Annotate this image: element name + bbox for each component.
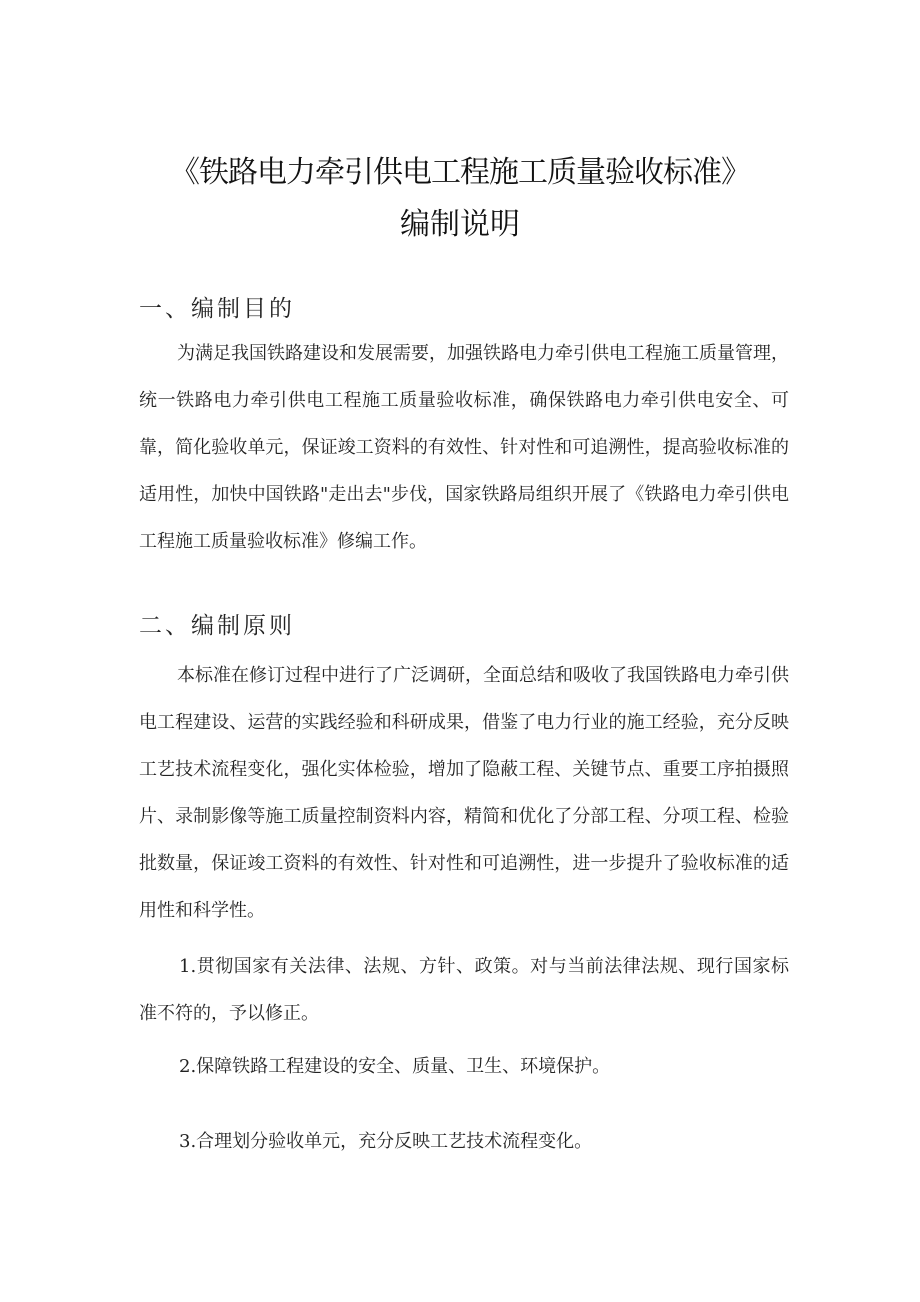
- section-paragraph-principles: 本标准在修订过程中进行了广泛调研，全面总结和吸收了我国铁路电力牵引供电工程建设、运营的实践经验和科研成果，借鉴了电力行业的施工经验，充分反映工艺技术流程变化，强化实体检验，增加了隐蔽工程、关键节点、重要工序拍摄照片、录制影像等施工质量控制资料内容，精简和优化了分部工程、分项工程、检验批数量，保证竣工资料的有效性、针对性和可追溯性，进一步提升了验收标准的适用性和科学性。: [139, 665, 789, 921]
- principle-item-3: 3.合理划分验收单元，充分反映工艺技术流程变化。: [179, 1131, 593, 1152]
- document-subtitle: 编制说明: [400, 207, 520, 242]
- principle-item-1: 1.贯彻国家有关法律、法规、方针、政策。对与当前法律法规、现行国家标准不符的，予以修正。: [139, 956, 789, 1024]
- principle-item-2: 2.保障铁路工程建设的安全、质量、卫生、环境保护。: [179, 1056, 611, 1077]
- section-paragraph-purpose: 为满足我国铁路建设和发展需要，加强铁路电力牵引供电工程施工质量管理，统一铁路电力牵引供电工程施工质量验收标准，确保铁路电力牵引供电安全、可靠，简化验收单元，保证竣工资料的有效性、针对性和可追溯性，提高验收标准的适用性，加快中国铁路"走出去"步伐，国家铁路局组织开展了《铁路电力牵引供电工程施工质量验收标准》修编工作。: [139, 343, 789, 552]
- section-heading-purpose: 一、编制目的: [139, 296, 295, 322]
- document-title: 《铁路电力牵引供电工程施工质量验收标准》: [170, 155, 750, 190]
- section-heading-principles: 二、编制原则: [139, 613, 295, 639]
